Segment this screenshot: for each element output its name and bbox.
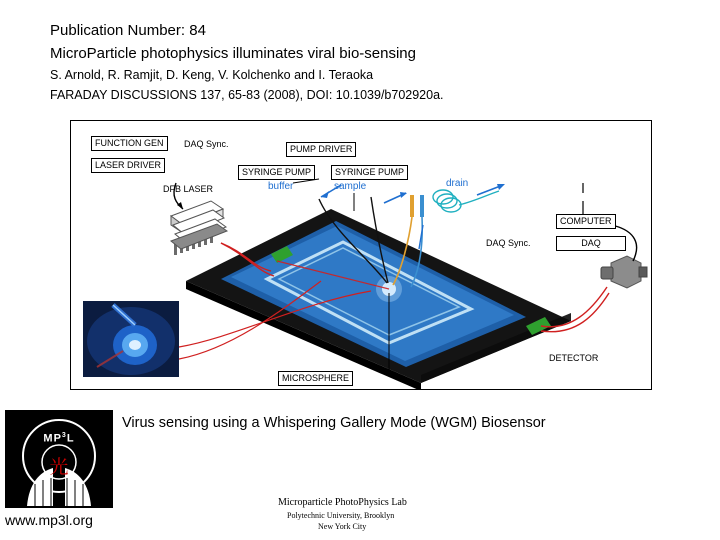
label-drain: drain (446, 178, 469, 189)
label-dfb-laser: DFB LASER (163, 184, 214, 194)
label-syringe-pump-1: SYRINGE PUMP (238, 165, 315, 180)
author-list: S. Arnold, R. Ramjit, D. Keng, V. Kolchenko and I. Teraoka (50, 68, 374, 82)
label-microsphere: MICROSPHERE (278, 371, 353, 386)
journal-reference: FARADAY DISCUSSIONS 137, 65-83 (2008), DOI: 10.1039/b702920a. (50, 88, 444, 102)
footer-institution: Polytechnic University, Brooklyn (287, 511, 395, 520)
logo-wordmark (5, 432, 113, 445)
logo-kanji: 光 (49, 456, 69, 478)
footer-city: New York City (318, 522, 367, 531)
footer-lab-name: Microparticle PhotoPhysics Lab (278, 497, 407, 508)
label-sample: sample (334, 181, 367, 192)
lab-url[interactable]: www.mp3l.org (5, 512, 93, 528)
label-daq-sync-top: DAQ Sync. (184, 139, 229, 149)
lab-logo (5, 410, 113, 508)
label-pump-driver: PUMP DRIVER (286, 142, 356, 157)
label-laser-driver: LASER DRIVER (91, 158, 165, 173)
logo-name: MP (43, 432, 62, 445)
label-function-gen: FUNCTION GEN (91, 136, 168, 151)
figure-panel (70, 120, 652, 390)
label-syringe-pump-2: SYRINGE PUMP (331, 165, 408, 180)
label-daq-sync-right: DAQ Sync. (486, 238, 531, 248)
inset-microsphere-photo (83, 301, 179, 377)
label-computer: COMPUTER (556, 214, 616, 229)
page-title: MicroParticle photophysics illuminates viral bio-sensing (50, 45, 416, 62)
logo-superscript: 3 (61, 432, 67, 439)
label-buffer: buffer (268, 181, 294, 192)
label-detector: DETECTOR (549, 353, 599, 363)
label-daq: DAQ (556, 236, 626, 251)
figure-caption: Virus sensing using a Whispering Gallery Mode (WGM) Biosensor (122, 415, 546, 431)
logo-suffix: L (66, 432, 75, 445)
publication-number: Publication Number: 84 (50, 22, 206, 39)
